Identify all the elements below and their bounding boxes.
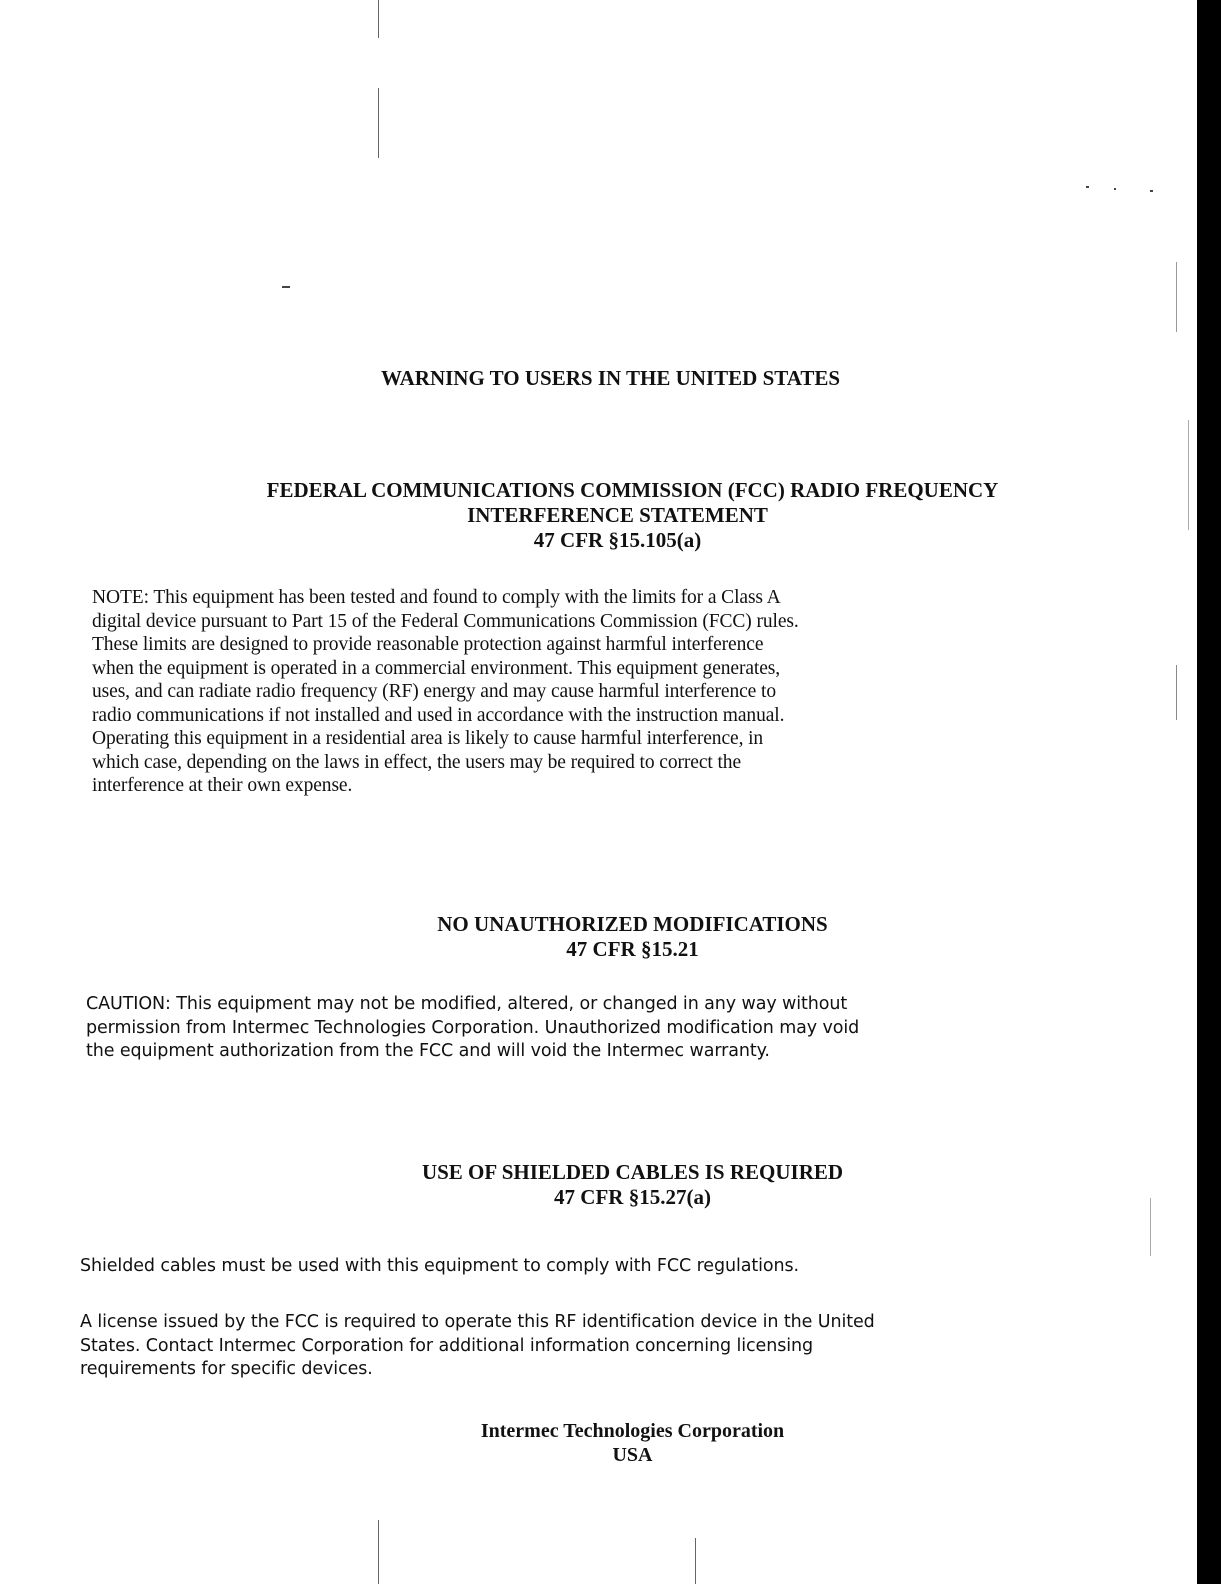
heading-line: FEDERAL COMMUNICATIONS COMMISSION (FCC) RADIO FREQUENCY (266, 478, 999, 502)
scan-line-top-1 (378, 0, 379, 38)
shielded-cables-paragraph (80, 1255, 799, 1279)
text-line: interference at their own expense. (92, 775, 353, 796)
text-line: A license issued by the FCC is required to operate this RF identification device in the United (80, 1312, 875, 1332)
text-line: Shielded cables must be used with this equipment to comply with FCC regulations. (80, 1256, 799, 1276)
text-line: NOTE: This equipment has been tested and found to comply with the limits for a Class A (92, 587, 781, 608)
caution-paragraph (86, 993, 859, 1064)
scan-line-top-2 (378, 88, 379, 158)
text-line: States. Contact Intermec Corporation for additional information concerning licensing (80, 1335, 813, 1356)
page-title: WARNING TO USERS IN THE UNITED STATES (380, 366, 841, 390)
text-line: uses, and can radiate radio frequency (RF) energy and may cause harmful interference to (92, 681, 776, 702)
heading-line: 47 CFR §15.105(a) (533, 528, 702, 552)
text-line: when the equipment is operated in a commercial environment. This equipment generates, (92, 657, 781, 679)
text-line: radio communications if not installed and used in accordance with the instruction manual. (92, 704, 785, 726)
company-country: USA (612, 1444, 653, 1466)
scan-speck (282, 286, 290, 288)
scan-line-bottom-2 (695, 1538, 696, 1584)
text-line: requirements for specific devices. (80, 1359, 373, 1379)
heading-line: NO UNAUTHORIZED MODIFICATIONS (437, 912, 828, 936)
company-name: Intermec Technologies Corporation (480, 1420, 785, 1442)
modifications-heading (0, 912, 1221, 962)
text-line: Operating this equipment in a residential area is likely to cause harmful interference, in (92, 728, 764, 749)
text-line: digital device pursuant to Part 15 of the Federal Communications Commission (FCC) rules. (92, 610, 799, 632)
text-line: permission from Intermec Technologies Corporation. Unauthorized modification may void (86, 1017, 860, 1038)
heading-line: 47 CFR §15.21 (566, 937, 699, 961)
heading-line: USE OF SHIELDED CABLES IS REQUIRED (421, 1160, 844, 1184)
scan-line-right-3 (1176, 665, 1177, 720)
text-line: which case, depending on the laws in effect, the users may be required to correct the (92, 751, 742, 773)
text-line: These limits are designed to provide reasonable protection against harmful interference (92, 634, 764, 655)
shielded-cables-heading (0, 1160, 1221, 1210)
fcc-note-paragraph (92, 586, 799, 798)
fcc-heading (0, 478, 1221, 553)
text-line: CAUTION: This equipment may not be modified, altered, or changed in any way without (86, 994, 848, 1014)
text-line: the equipment authorization from the FCC and will void the Intermec warranty. (86, 1041, 770, 1061)
scan-speck (1086, 186, 1089, 188)
scan-speck (1114, 188, 1116, 190)
heading-line: 47 CFR §15.27(a) (554, 1185, 711, 1209)
scan-edge-bar (1197, 0, 1221, 1584)
license-paragraph (80, 1311, 875, 1382)
scan-line-right-1 (1176, 262, 1177, 332)
scan-line-bottom-1 (378, 1520, 379, 1584)
company-footer (0, 1419, 1221, 1467)
heading-line: INTERFERENCE STATEMENT (467, 503, 768, 527)
scan-speck (1150, 190, 1153, 192)
